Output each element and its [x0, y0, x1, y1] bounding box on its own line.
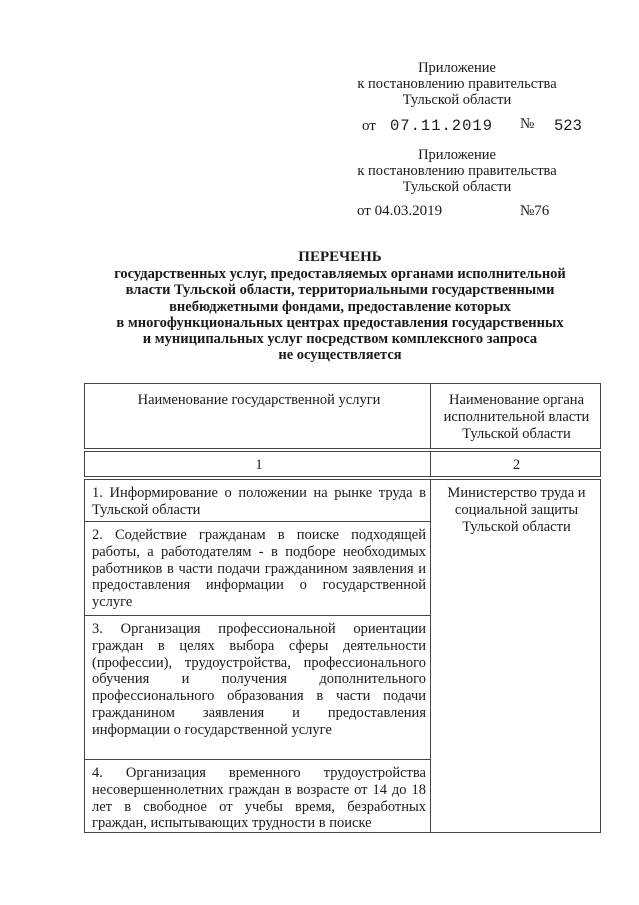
column-header-authority [430, 383, 601, 449]
previous-resolution-number: №76 [520, 203, 550, 219]
previous-resolution-date: от 04.03.2019 [357, 203, 443, 219]
title-heading: ПЕРЕЧЕНЬ [298, 249, 382, 265]
column-number-1-text: 1 [255, 457, 263, 473]
column-number-1 [84, 451, 432, 477]
table-row [84, 521, 432, 617]
table-row [84, 615, 432, 761]
appendix-title: Приложение [418, 147, 496, 163]
authority-name: Министерство труда и социальной защиты Тульской области [447, 485, 586, 535]
title-line: в многофункциональных центрах предоставления государственных [116, 314, 564, 331]
resolution-number: 523 [554, 117, 582, 135]
appendix-header-top [352, 60, 562, 108]
service-name: 3. Организация профессиональной ориентации граждан в целях выбора сферы деятельности (профессии), трудоустройства, профессионального обучения и получения дополнительного профессионального образования в части подачи гражданином заявления и предоставления информации о государственной услуге [92, 621, 426, 738]
appendix-ref: к постановлению правительства [357, 163, 557, 179]
service-name: 2. Содействие гражданам в поиске подходящей работы, а работодателям - в подборе необходимых работников в части подачи гражданином заявления и предоставления информации о государственной услуге [92, 527, 426, 611]
appendix-header-bottom [352, 147, 562, 195]
column-number-2-text: 2 [512, 457, 521, 473]
title-line: и муниципальных услуг посредством комплексного запроса [142, 331, 538, 348]
service-name: 1. Информирование о положении на рынке труда в Тульской области [92, 485, 426, 518]
appendix-title: Приложение [418, 60, 496, 76]
column-header-authority-text: Наименование органа исполнительной власти Тульской области [443, 392, 590, 442]
column-number-2 [430, 451, 601, 477]
title-line: внебюджетными фондами, предоставление которых [169, 298, 511, 315]
date-prefix: от [362, 118, 376, 134]
table-row [84, 479, 432, 523]
title-line: не осуществляется [278, 347, 402, 364]
title-line: государственных услуг, предоставляемых органами исполнительной [114, 266, 566, 283]
authority-cell [430, 479, 601, 833]
column-header-service-text: Наименование государственной услуги [137, 392, 381, 408]
number-sign: № [520, 116, 535, 132]
table-row [84, 759, 432, 833]
title-line: власти Тульской области, территориальными государственными [125, 282, 555, 299]
resolution-date: 07.11.2019 [390, 117, 494, 135]
appendix-region: Тульской области [402, 179, 512, 195]
column-header-service [84, 383, 432, 449]
service-name: 4. Организация временного трудоустройства несовершеннолетних граждан в возрасте от 14 до 18 лет в свободное от учебы время, безработных граждан, испытывающих трудности в поиске [92, 765, 426, 832]
appendix-ref: к постановлению правительства [357, 76, 557, 92]
services-table [84, 383, 601, 833]
document-title [90, 249, 590, 363]
appendix-region: Тульской области [402, 92, 512, 108]
